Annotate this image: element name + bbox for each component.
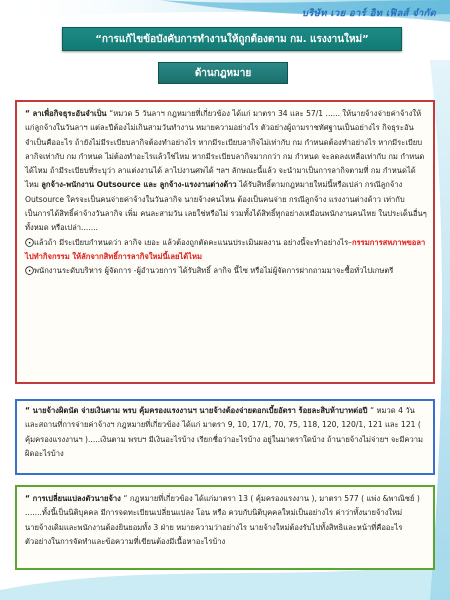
bullet-text: พนักงานระดับบริหาร ผู้จัดการ -ผู้อำนวยการ ได้รับสิทธิ์ ลากิจ นี้ไซ หรือไม่ผู้จัดการฝากถามมาจะซื้อทั่วไปเกษตรี (34, 266, 394, 276)
topic-text: “ กฎหมายที่เกี่ยวข้อง ได้แก่มาตรา 13 ( คุ้มครองแรงงาน ), มาตรา 577 ( แพ่ง &พาณิชย์ ) .......ทั้งนี้เป็นนิติบุคคล มีการจดทะเบียนเปลี่ยนแปลง โอน หรือ ควบกับนิติบุคคลใหม่เป็นอย่างไร ค่าว่าทั้งนายจ้างใหม่นายจ้างเดิมและพนักงานต้องยินยอมทั้ง 3 ฝ่าย หมายความว่าอย่างไร นายจ้างใหม่ต้องรับไปทั้งสิทธิและหน้าที่คืออะไร ตัวอย่างในการจัดทำและข้อความที่เขียนต้องมีเนื้อหาอะไรบ้าง (25, 494, 420, 546)
topic-box-personal-leave (15, 100, 435, 384)
topic-box-employer-change (15, 485, 435, 570)
topic-text-continued: ได้รับสิทธิ์ตามกฎหมายใหม่นี้หรือเปล่า กรณีลูกจ้าง Outsource ใครจะเป็นคนจ่ายค่าจ้างในวันลากิจ นายจ้างคนไหน ต้องเป็นคนจ่าย กรณีลูกจ้าง แรงงานต่างด้าว เท่ากับเป็นการได้สิทธิ์ค่าจ้างวันลากิจ เพิ่ม คนละสามวัน เลยใช่หรือไม่ รวมทั้งได้สิทธิ์ทุกอย่างเหมือนพนักงานคนไทย ในประเด็นอื่นๆ ทั้งหมด หรือเปล่า....... (25, 180, 427, 233)
topic-box-late-payment (15, 399, 435, 475)
company-name: บริษัท เวย อาร์ อิท เฟิลส์ จำกัด (301, 8, 436, 19)
topic-paragraph (25, 404, 427, 461)
topic-paragraph (25, 492, 427, 549)
bullet-text: แล้วถ้า มีระเบียบกำหนดว่า ลากิจ เยอะ แล้วต้องถูกตัดคะแนนประเมินผลงาน อย่างนี้จะทำอย่างไร– (34, 237, 352, 247)
bullet-highlight: กรรมการสหภาพขอลาไปทำกิจกรรม ให้ลักจากสิทธิ์การลากิจใหม่นี้เลยได้ไหม (25, 237, 426, 261)
bullet-item (25, 236, 427, 265)
circle-dot-icon: ⨀ (25, 266, 34, 277)
topic-text: “ หมวด 4 วันและสถานที่การจ่ายค่าจ้างฯ กฎหมายที่เกี่ยวข้อง ได้แก่ มาตรา 9, 10, 17/1, 70, 75, 118, 120, 120/1, 121 และ 121 ( คุ้มครองแรงงานฯ ).....เงินตาม พรบฯ มีเงินอะไรบ้าง เรียกชื่อว่าอะไรบ้าง อยู่ในมาตราใดบ้าง ถ้านายจ้างไม่จ่ายฯ จะมีความผิดอะไรบ้าง (25, 406, 424, 458)
section-heading-legal (158, 62, 288, 84)
topic-heading: “ ลาเพื่อกิจธุระอันจำเป็น (25, 109, 110, 118)
section-heading-label: ด้านกฎหมาย (194, 67, 252, 79)
bullet-item (25, 264, 427, 278)
topic-emphasis: ลูกจ้าง-พนักงาน Outsource และ ลูกจ้าง-แรงงานต่างด้าว (41, 180, 237, 190)
topic-paragraph (25, 107, 427, 236)
page-title: “การแก้ไขข้อบังคับการทำงานให้ถูกต้องตาม กม. แรงงานใหม่” (95, 33, 369, 45)
topic-heading: “ นายจ้างผิดนัด จ่ายเงินตาม พรบ คุ้มครองแรงงานฯ นายจ้างต้องจ่ายดอกเบี้ยอัตรา ร้อยละสิบห้าบาทต่อปี (25, 406, 371, 415)
topic-text: “หมวด 5 วันลาฯ กฎหมายที่เกี่ยวข้อง ได้แก่ มาตรา 34 และ 57/1 ...... ให้นายจ้างจ่ายค่าจ้างให้แก่ลูกจ้างในวันลาฯ แต่ละปีต้องไม่เกินสามวันทำงาน หมายความอย่างไร ตัวอย่างผู้ถามราชทัศฐานเป็นอย่างไร กิจธุระอันจำเป็นคืออะไร ถ้ายังไม่มีระเบียบลากิจต้องทำอย่างไร หากมีระเบียบลากิจไม่เท่ากับ กม กำหนดต้องทำอย่างไร หากมีระเบียบลากิจเท่ากับ กม กำหนด ไม่ต้องทำอะไรแล้วใช่ไหม หากมีระเบียบลากิจมากกว่า กม กำหนด จะลดลงเหลือเท่ากับ กม กำหนดได้ไหม ถ้ามีระเบียบที่ระบุว่า ลาแต่งงานได้ ลาไปงานศพได้ ฯลฯ ลักษณะนี้แล้ว จะนำมาเป็นการลากิจตามที่ กม กำหนดได้ไหม (25, 109, 425, 190)
circle-dot-icon: ⨀ (25, 237, 34, 248)
page-title-banner (62, 27, 402, 51)
topic-heading: “ การเปลี่ยนแปลงตัวนายจ้าง (25, 494, 124, 503)
